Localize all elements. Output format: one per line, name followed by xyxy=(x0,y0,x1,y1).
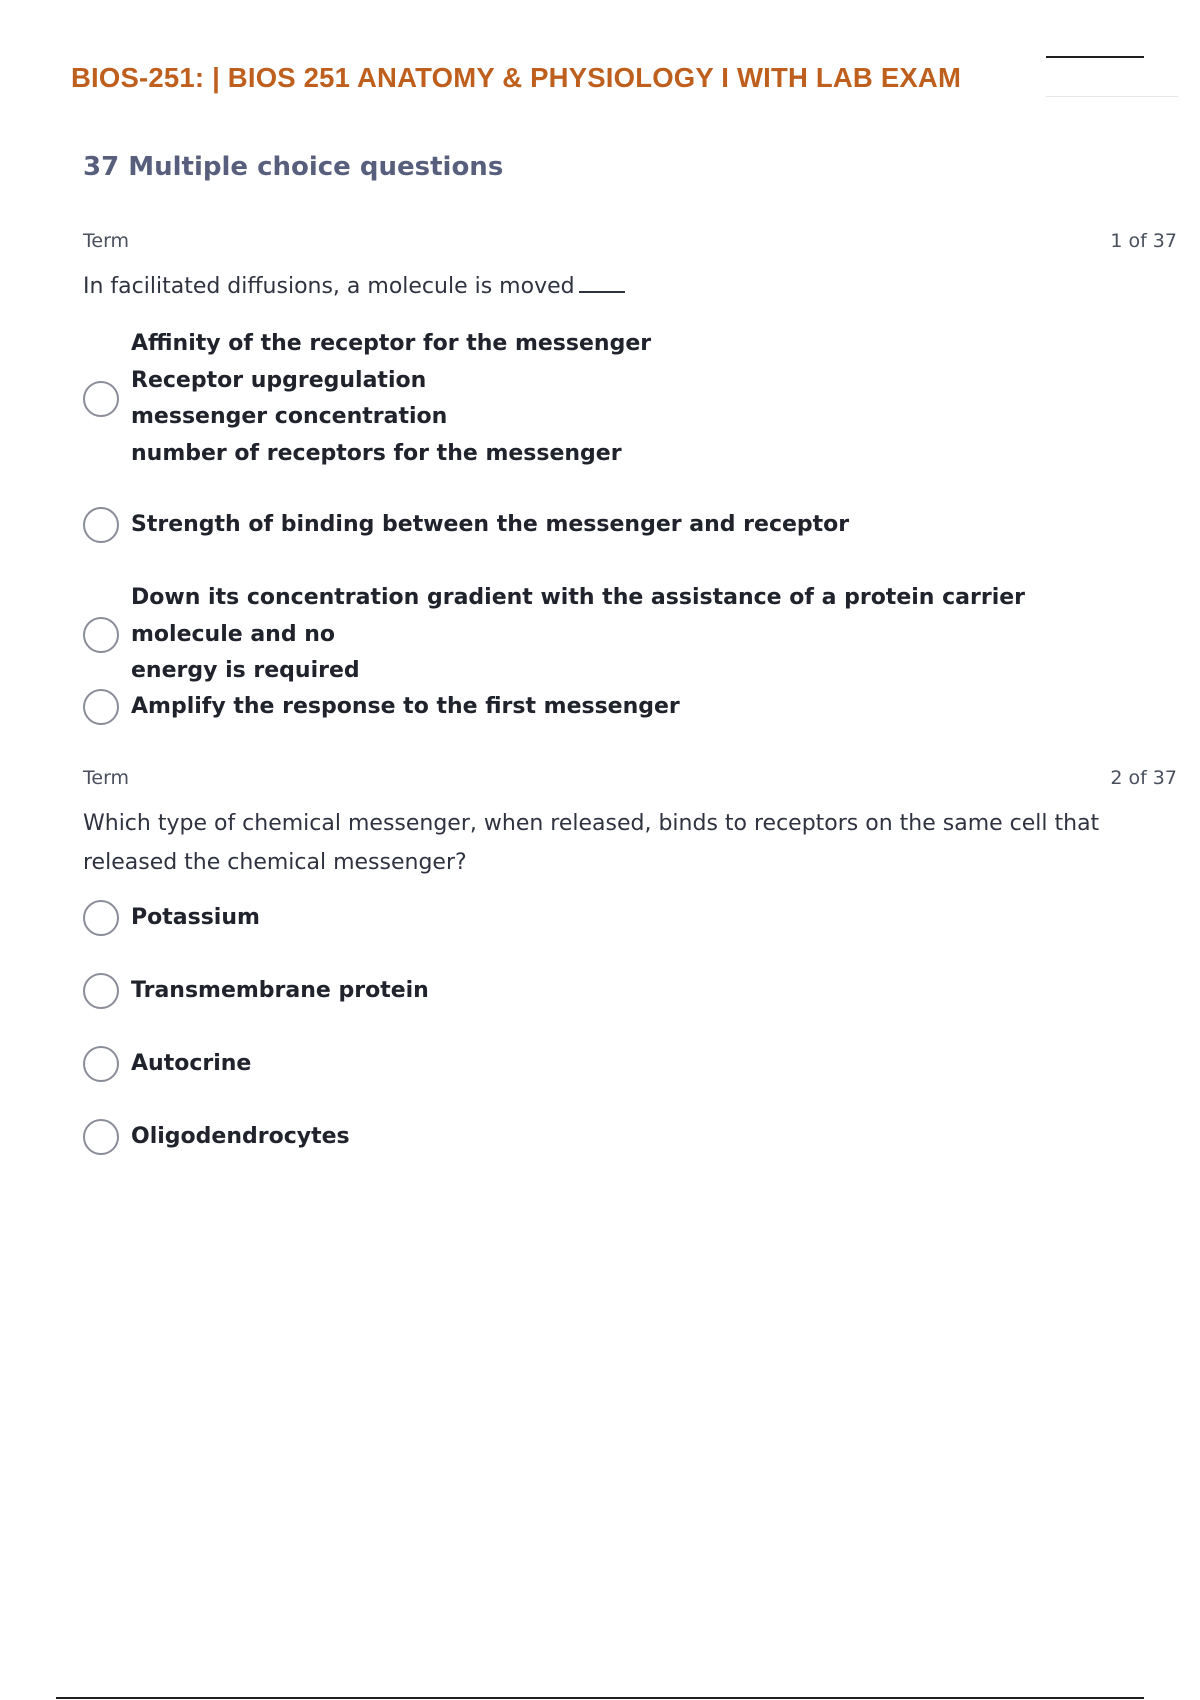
answer-option[interactable] xyxy=(83,507,1143,544)
term-label: Term xyxy=(83,230,130,252)
option-label xyxy=(131,1046,251,1083)
radio-button[interactable] xyxy=(83,1119,119,1155)
header-underline xyxy=(1046,96,1178,97)
radio-button[interactable] xyxy=(83,689,119,725)
question-text: Which type of chemical messenger, when released, binds to receptors on the same cell that released the chemical messenger? xyxy=(83,811,1100,875)
option-label xyxy=(131,326,651,472)
option-line: Transmembrane protein xyxy=(131,978,429,1003)
option-label xyxy=(131,507,849,544)
option-label xyxy=(131,973,429,1010)
option-line: Oligodendrocytes xyxy=(131,1124,350,1149)
radio-button[interactable] xyxy=(83,900,119,936)
option-line: messenger concentration xyxy=(131,404,448,429)
option-line: Potassium xyxy=(131,905,260,930)
option-line: Strength of binding between the messenger and receptor xyxy=(131,512,850,537)
option-label xyxy=(131,689,680,726)
option-line: energy is required xyxy=(131,658,360,683)
answer-option[interactable] xyxy=(83,900,1143,937)
answer-option[interactable] xyxy=(83,1046,1143,1083)
term-label: Term xyxy=(83,767,130,789)
radio-button[interactable] xyxy=(83,507,119,543)
option-line: Affinity of the receptor for the messenger xyxy=(131,331,652,356)
question-1 xyxy=(83,230,1177,306)
answer-option[interactable] xyxy=(83,973,1143,1010)
option-line: number of receptors for the messenger xyxy=(131,440,622,466)
answer-blank xyxy=(579,291,625,293)
radio-button[interactable] xyxy=(83,1046,119,1082)
question-text xyxy=(83,267,1113,306)
bottom-rule xyxy=(56,1697,1144,1699)
radio-button[interactable] xyxy=(83,973,119,1009)
question-counter: 1 of 37 xyxy=(1110,230,1177,252)
answer-option[interactable] xyxy=(83,326,1143,472)
question-2 xyxy=(83,767,1177,882)
radio-button[interactable] xyxy=(83,617,119,653)
document-title: BIOS-251: | BIOS 251 ANATOMY & PHYSIOLOGY I WITH LAB EXAM xyxy=(71,62,962,93)
option-line: Amplify the response to the first messenger xyxy=(131,694,680,719)
set-heading: 37 Multiple choice questions xyxy=(83,152,504,182)
option-label xyxy=(131,580,1143,690)
option-label xyxy=(131,900,260,937)
option-line: Receptor upgregulation xyxy=(131,367,427,393)
radio-button[interactable] xyxy=(83,381,119,417)
answer-option[interactable] xyxy=(83,580,1143,690)
answer-option[interactable] xyxy=(83,1119,1143,1156)
question-counter: 2 of 37 xyxy=(1110,767,1177,789)
option-label xyxy=(131,1119,350,1156)
question-text-content: In facilitated diffusions, a molecule is moved xyxy=(83,274,575,299)
option-line: Down its concentration gradient with the assistance of a protein carrier molecule and no xyxy=(131,585,1026,647)
option-line: Autocrine xyxy=(131,1051,252,1076)
top-rule xyxy=(1046,56,1144,58)
answer-option[interactable] xyxy=(83,689,1143,726)
